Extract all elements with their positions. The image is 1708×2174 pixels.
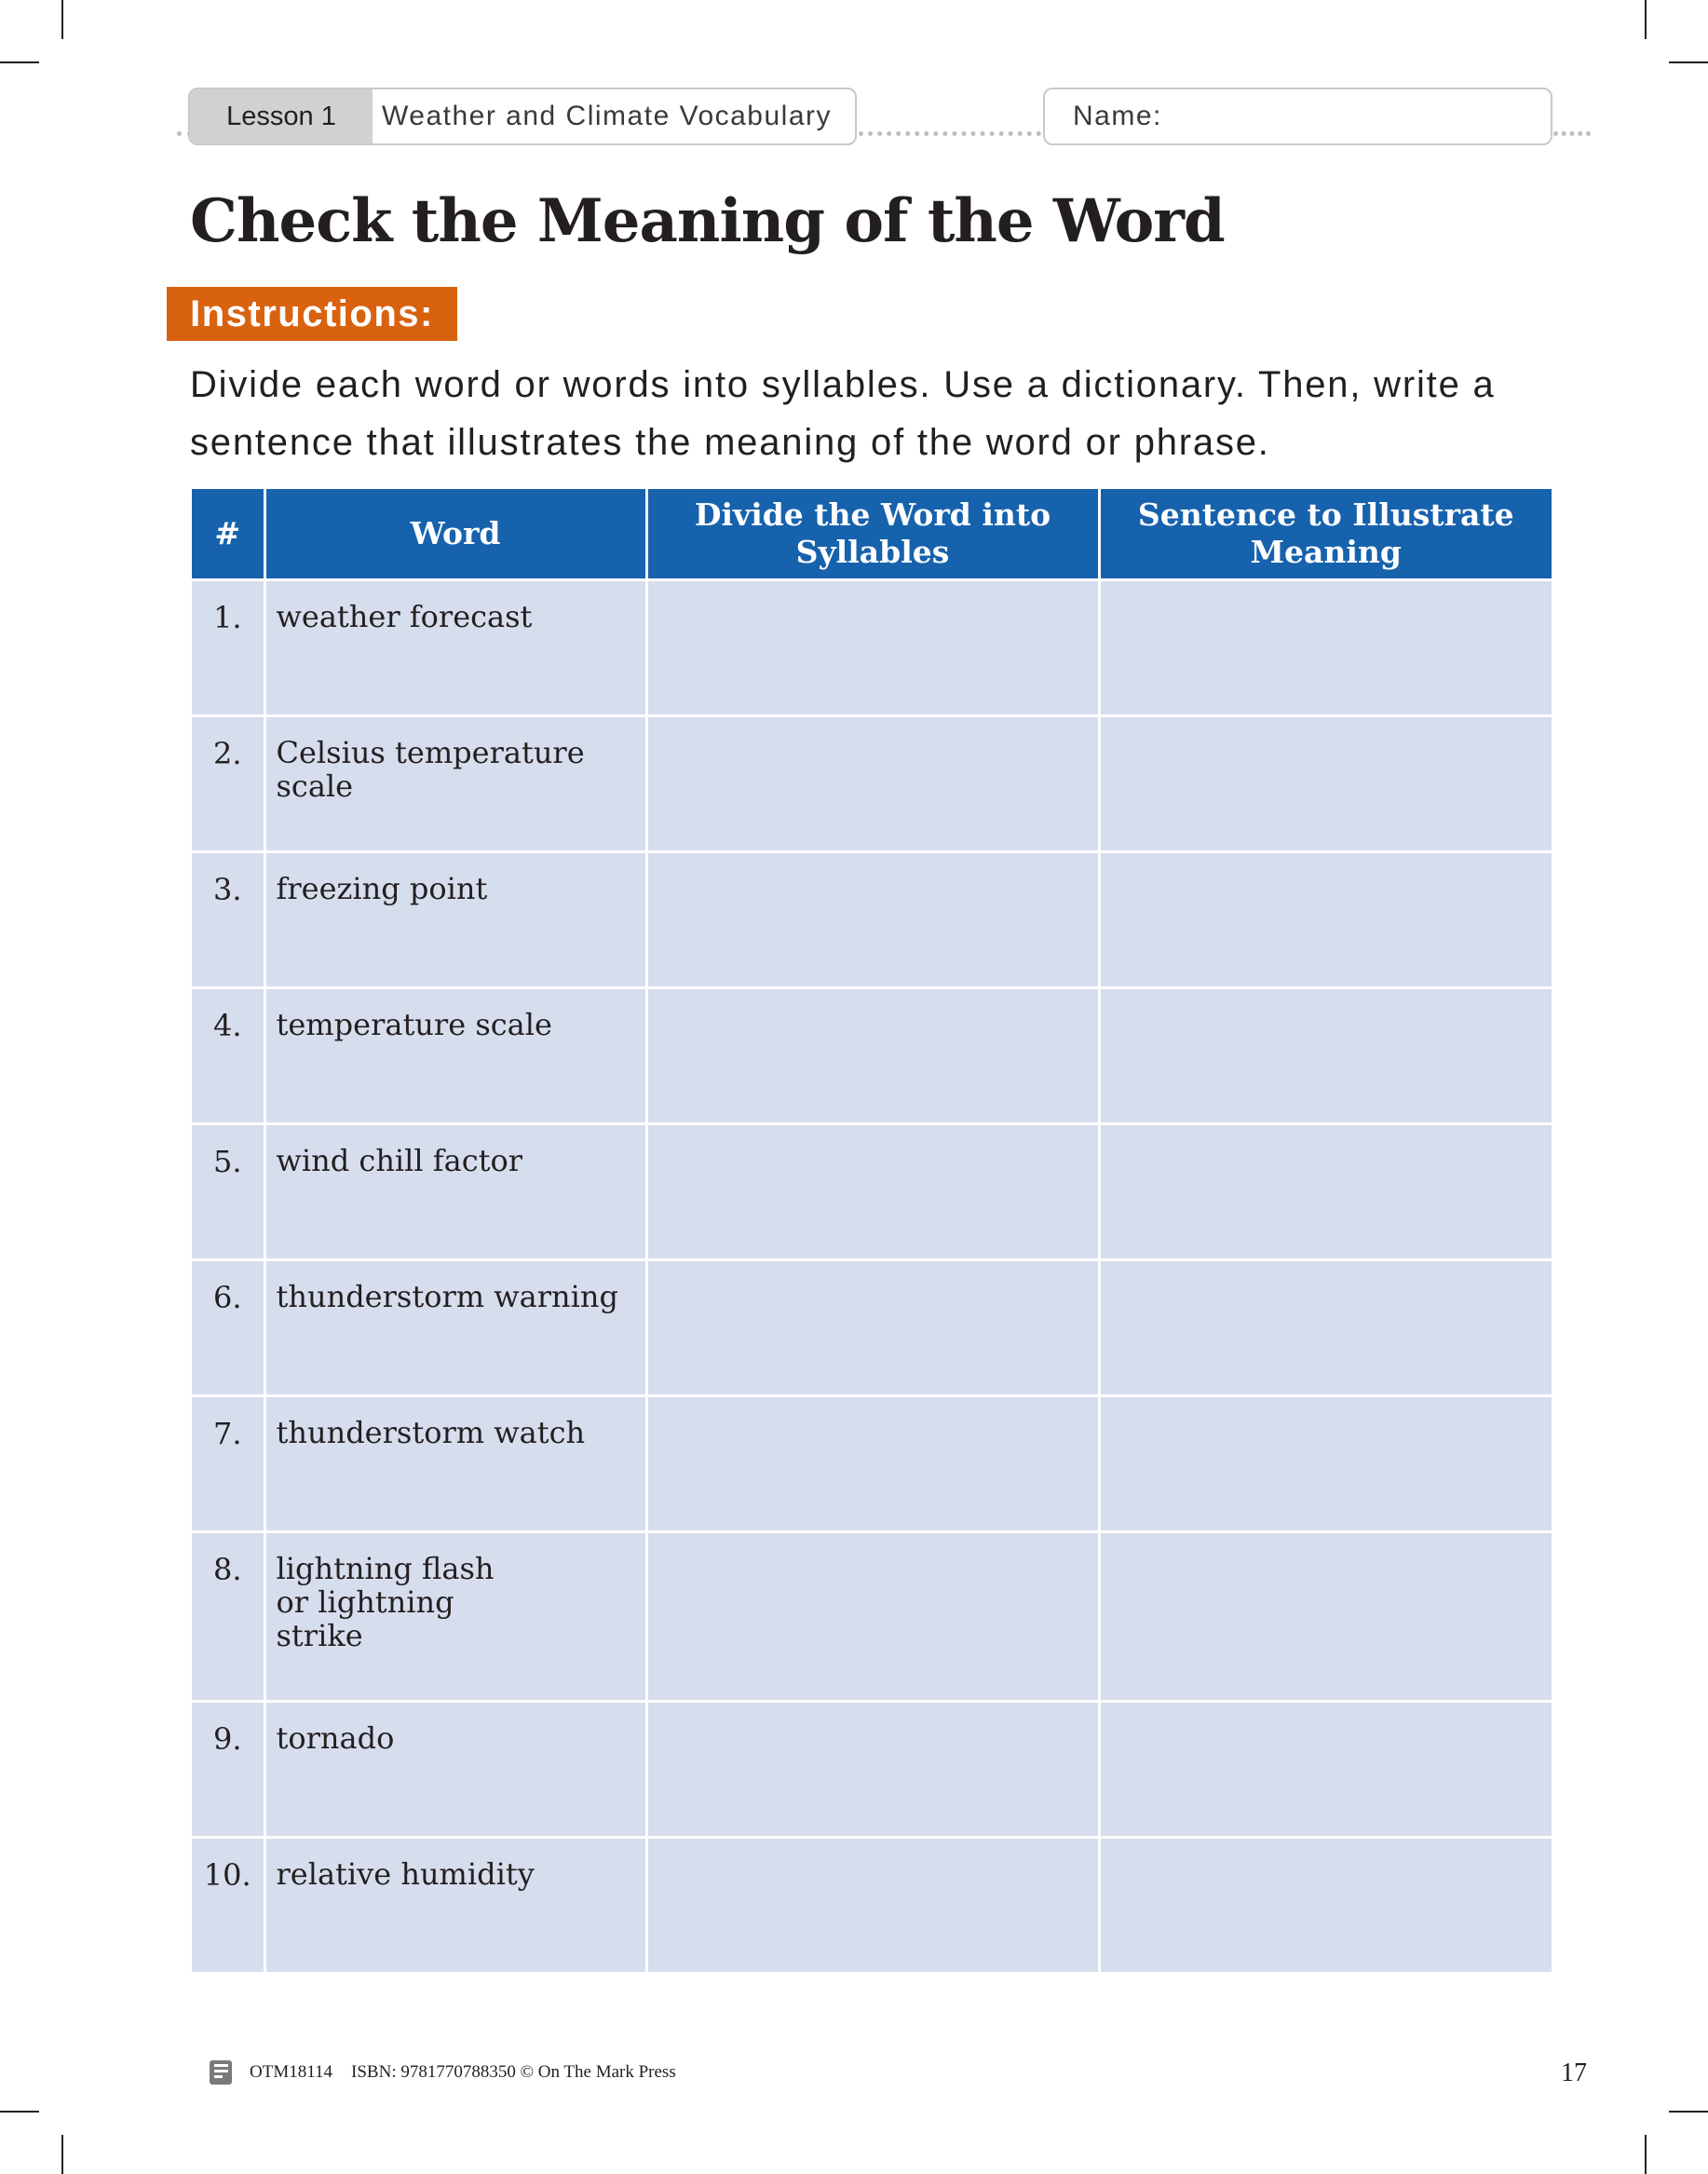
row-number: 10. [192, 1838, 264, 1974]
row-number: 1. [192, 580, 264, 716]
crop-mark [1669, 61, 1708, 63]
row-word: thunderstorm watch [264, 1396, 646, 1532]
row-number: 2. [192, 716, 264, 852]
row-number: 3. [192, 852, 264, 988]
header-dotted-rule [859, 131, 1041, 136]
row-number: 5. [192, 1124, 264, 1260]
instructions-text: Divide each word or words into syllables. Use a dictionary. Then, write a sentence that illustrates the meaning of the word or phrase. [190, 364, 1496, 463]
row-word: tornado [264, 1702, 646, 1838]
name-field[interactable] [1043, 88, 1552, 145]
table-row [192, 716, 1552, 852]
vocabulary-table [192, 489, 1552, 1975]
sentence-cell[interactable] [1099, 852, 1552, 988]
table-row [192, 1702, 1552, 1838]
column-header-number: # [192, 489, 264, 580]
table-row [192, 1124, 1552, 1260]
sentence-cell[interactable] [1099, 1532, 1552, 1702]
sentence-cell[interactable] [1099, 988, 1552, 1124]
row-word: temperature scale [264, 988, 646, 1124]
crop-mark [1645, 2135, 1647, 2174]
row-word: lightning flash or lightning strike [264, 1532, 646, 1702]
syllables-cell[interactable] [646, 1532, 1099, 1702]
sentence-cell[interactable] [1099, 1124, 1552, 1260]
table-header-row [192, 489, 1552, 580]
footer-isbn: ISBN: 9781770788350 © On The Mark Press [351, 2062, 676, 2082]
table-row [192, 852, 1552, 988]
table-row [192, 1260, 1552, 1396]
crop-mark [1669, 2111, 1708, 2113]
row-number: 9. [192, 1702, 264, 1838]
crop-mark [0, 2111, 39, 2113]
row-word: weather forecast [264, 580, 646, 716]
crop-mark [1645, 0, 1647, 39]
syllables-cell[interactable] [646, 1260, 1099, 1396]
header-dotted-rule [1553, 131, 1591, 136]
crop-mark [61, 0, 63, 39]
row-word: relative humidity [264, 1838, 646, 1974]
column-header-word: Word [264, 489, 646, 580]
sentence-cell[interactable] [1099, 1702, 1552, 1838]
syllables-cell[interactable] [646, 716, 1099, 852]
row-word: thunderstorm warning [264, 1260, 646, 1396]
syllables-cell[interactable] [646, 852, 1099, 988]
table-row [192, 1532, 1552, 1702]
row-word: wind chill factor [264, 1124, 646, 1260]
crop-mark [61, 2135, 63, 2174]
row-word: freezing point [264, 852, 646, 988]
row-number: 8. [192, 1532, 264, 1702]
table-row [192, 1396, 1552, 1532]
sentence-cell[interactable] [1099, 1838, 1552, 1974]
name-label: Name: [1073, 101, 1162, 131]
book-icon [207, 2059, 237, 2086]
syllables-cell[interactable] [646, 1396, 1099, 1532]
syllables-cell[interactable] [646, 1838, 1099, 1974]
footer [207, 2057, 695, 2088]
footer-code: OTM18114 [250, 2062, 333, 2082]
syllables-cell[interactable] [646, 580, 1099, 716]
table-row [192, 988, 1552, 1124]
sentence-cell[interactable] [1099, 1260, 1552, 1396]
syllables-cell[interactable] [646, 1702, 1099, 1838]
lesson-tag: Lesson 1 [190, 89, 373, 143]
row-number: 7. [192, 1396, 264, 1532]
row-word: Celsius temperature scale [264, 716, 646, 852]
row-number: 6. [192, 1260, 264, 1396]
instructions-badge: Instructions: [167, 287, 457, 341]
row-number: 4. [192, 988, 264, 1124]
table-row [192, 1838, 1552, 1974]
lesson-title: Weather and Climate Vocabulary [382, 101, 833, 131]
sentence-cell[interactable] [1099, 716, 1552, 852]
crop-mark [0, 61, 39, 63]
table-row [192, 580, 1552, 716]
syllables-cell[interactable] [646, 988, 1099, 1124]
page-number: 17 [1561, 2059, 1587, 2087]
column-header-syllables: Divide the Word into Syllables [646, 489, 1099, 580]
sentence-cell[interactable] [1099, 580, 1552, 716]
column-header-sentence: Sentence to Illustrate Meaning [1099, 489, 1552, 580]
lesson-header [188, 88, 857, 145]
page-title: Check the Meaning of the Word [190, 186, 1225, 256]
syllables-cell[interactable] [646, 1124, 1099, 1260]
sentence-cell[interactable] [1099, 1396, 1552, 1532]
